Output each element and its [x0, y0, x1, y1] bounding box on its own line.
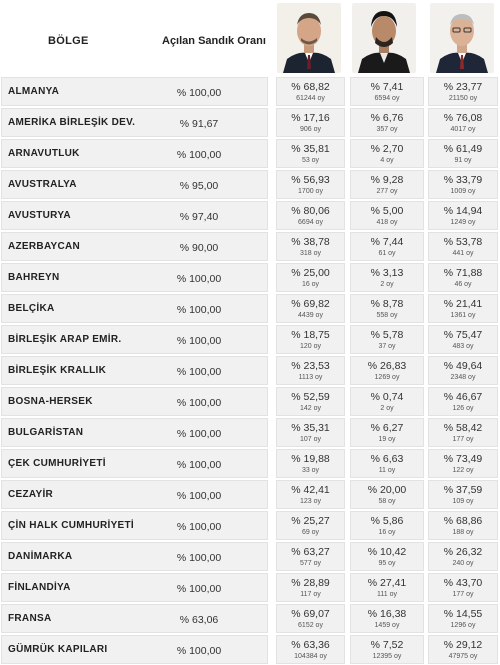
candidate-2-result-cell: [350, 449, 424, 478]
vote-percentage: % 71,88: [443, 267, 483, 279]
candidate-2-result-cell: [350, 573, 424, 602]
vote-percentage: % 9,28: [370, 174, 404, 186]
vote-count: 1269 oy: [374, 374, 400, 381]
vote-count: 4017 oy: [450, 126, 476, 133]
table-row: [0, 138, 500, 169]
candidate-3-result-cell: [428, 232, 498, 261]
candidate-3-photo: [430, 3, 494, 73]
region-name: BULGARİSTAN: [8, 427, 84, 438]
region-column-header: BÖLGE: [48, 35, 89, 47]
vote-percentage: % 17,16: [291, 112, 330, 124]
ballot-ratio: % 100,00: [176, 552, 222, 564]
ballot-ratio: % 100,00: [176, 428, 222, 440]
ballot-ratio: % 100,00: [176, 583, 222, 595]
vote-percentage: % 21,41: [443, 298, 483, 310]
vote-count: 558 oy: [376, 312, 398, 319]
region-name: BELÇİKA: [8, 303, 55, 314]
candidate-2-result-cell: [350, 201, 424, 230]
region-cell: [1, 511, 268, 540]
candidate-1-result-cell: [276, 294, 345, 323]
ballot-ratio: % 100,00: [176, 645, 222, 657]
vote-percentage: % 63,36: [291, 639, 330, 651]
vote-count: 177 oy: [452, 591, 474, 598]
candidate-1-result-cell: [276, 232, 345, 261]
vote-count: 2 oy: [380, 281, 394, 288]
table-row: [0, 603, 500, 634]
ballot-ratio: % 100,00: [176, 490, 222, 502]
vote-count: 53 oy: [301, 157, 320, 164]
vote-count: 6694 oy: [298, 219, 323, 226]
region-cell: [1, 294, 268, 323]
vote-count: 37 oy: [378, 343, 396, 350]
vote-percentage: % 8,78: [370, 298, 404, 310]
vote-count: 1361 oy: [450, 312, 476, 319]
region-name: ARNAVUTLUK: [8, 148, 80, 159]
candidate-1-result-cell: [276, 573, 345, 602]
candidate-1-result-cell: [276, 77, 345, 106]
vote-percentage: % 23,77: [443, 81, 483, 93]
vote-percentage: % 53,78: [443, 236, 483, 248]
vote-count: 2 oy: [380, 405, 394, 412]
vote-percentage: % 16,38: [367, 608, 407, 620]
vote-count: 104384 oy: [294, 653, 327, 660]
vote-count: 117 oy: [300, 591, 321, 598]
candidate-3-result-cell: [428, 294, 498, 323]
candidate-2-result-cell: [350, 511, 424, 540]
region-name: DANİMARKA: [8, 551, 73, 562]
vote-percentage: % 49,64: [443, 360, 483, 372]
vote-percentage: % 26,32: [443, 546, 483, 558]
candidate-3-result-cell: [428, 449, 498, 478]
table-row: [0, 107, 500, 138]
ballot-ratio: % 100,00: [176, 459, 222, 471]
vote-count: 441 oy: [452, 250, 474, 257]
candidate-2-result-cell: [350, 325, 424, 354]
candidate-1-result-cell: [276, 542, 345, 571]
vote-count: 16 oy: [301, 281, 320, 288]
candidate-2-result-cell: [350, 418, 424, 447]
candidate-2-result-cell: [350, 635, 424, 664]
table-row: [0, 479, 500, 510]
vote-percentage: % 20,00: [367, 484, 407, 496]
candidate-3-result-cell: [428, 604, 498, 633]
region-cell: [1, 201, 268, 230]
vote-count: 126 oy: [452, 405, 474, 412]
vote-percentage: % 46,67: [443, 391, 483, 403]
candidate-2-result-cell: [350, 387, 424, 416]
vote-count: 120 oy: [299, 343, 322, 350]
candidate-1-result-cell: [276, 449, 345, 478]
candidate-2-result-cell: [350, 139, 424, 168]
vote-count: 33 oy: [301, 467, 320, 474]
table-row: [0, 634, 500, 665]
region-cell: [1, 325, 268, 354]
vote-percentage: % 38,78: [291, 236, 330, 248]
candidate-1-result-cell: [276, 108, 345, 137]
vote-percentage: % 37,59: [443, 484, 483, 496]
ballot-ratio: % 63,06: [179, 614, 219, 626]
ballot-ratio: % 95,00: [179, 180, 219, 192]
vote-percentage: % 73,49: [443, 453, 483, 465]
vote-count: 418 oy: [376, 219, 398, 226]
table-row: [0, 76, 500, 107]
ballot-ratio: % 100,00: [176, 397, 222, 409]
vote-count: 318 oy: [299, 250, 322, 257]
table-row: [0, 572, 500, 603]
candidate-2-result-cell: [350, 232, 424, 261]
candidate-2-result-cell: [350, 356, 424, 385]
ballot-ratio: % 97,40: [179, 211, 219, 223]
vote-count: 122 oy: [452, 467, 474, 474]
region-cell: [1, 480, 268, 509]
region-cell: [1, 573, 268, 602]
table-row: [0, 386, 500, 417]
vote-count: 61244 oy: [296, 95, 325, 102]
vote-count: 21150 oy: [448, 95, 478, 102]
vote-count: 6152 oy: [298, 622, 323, 629]
candidate-1-result-cell: [276, 511, 345, 540]
vote-count: 1700 oy: [298, 188, 323, 195]
vote-percentage: % 69,07: [291, 608, 330, 620]
candidate-3-result-cell: [428, 511, 498, 540]
region-cell: [1, 77, 268, 106]
candidate-3-result-cell: [428, 263, 498, 292]
vote-percentage: % 35,81: [291, 143, 330, 155]
vote-percentage: % 2,70: [370, 143, 404, 155]
region-cell: [1, 449, 268, 478]
region-name: FİNLANDİYA: [8, 582, 71, 593]
vote-count: 46 oy: [454, 281, 472, 288]
candidate-3-result-cell: [428, 418, 498, 447]
vote-count: 142 oy: [299, 405, 322, 412]
vote-percentage: % 52,59: [291, 391, 330, 403]
ballot-ratio: % 100,00: [176, 273, 222, 285]
ballot-ratio: % 100,00: [176, 149, 222, 161]
table-row: [0, 541, 500, 572]
ballot-ratio: % 100,00: [176, 304, 222, 316]
vote-percentage: % 5,86: [370, 515, 404, 527]
vote-percentage: % 6,76: [370, 112, 404, 124]
vote-count: 4439 oy: [298, 312, 323, 319]
region-name: AVUSTURYA: [8, 210, 71, 221]
ballot-ratio: % 90,00: [179, 242, 219, 254]
region-cell: [1, 232, 268, 261]
region-name: GÜMRÜK KAPILARI: [8, 644, 108, 655]
vote-percentage: % 63,27: [291, 546, 330, 558]
candidate-3-result-cell: [428, 139, 498, 168]
candidate-3-result-cell: [428, 573, 498, 602]
vote-percentage: % 35,31: [291, 422, 330, 434]
vote-count: 69 oy: [301, 529, 320, 536]
candidate-3-result-cell: [428, 325, 498, 354]
candidate-2-result-cell: [350, 542, 424, 571]
region-name: ÇİN HALK CUMHURİYETİ: [8, 520, 134, 531]
table-row: [0, 324, 500, 355]
candidate-1-result-cell: [276, 263, 345, 292]
vote-percentage: % 6,63: [370, 453, 404, 465]
vote-count: 240 oy: [452, 560, 474, 567]
region-name: CEZAYİR: [8, 489, 54, 500]
vote-count: 2348 oy: [450, 374, 476, 381]
vote-percentage: % 5,00: [370, 205, 404, 217]
vote-percentage: % 5,78: [370, 329, 404, 341]
candidate-3-result-cell: [428, 480, 498, 509]
candidate-1-result-cell: [276, 325, 345, 354]
vote-count: 4 oy: [380, 157, 394, 164]
vote-percentage: % 7,41: [370, 81, 404, 93]
ballot-ratio: % 100,00: [176, 335, 222, 347]
vote-count: 95 oy: [378, 560, 396, 567]
table-row: [0, 417, 500, 448]
candidate-2-result-cell: [350, 108, 424, 137]
table-row: [0, 355, 500, 386]
vote-percentage: % 33,79: [443, 174, 483, 186]
vote-percentage: % 76,08: [443, 112, 483, 124]
vote-count: 58 oy: [378, 498, 396, 505]
ballot-ratio-column-header: Açılan Sandık Oranı: [162, 35, 266, 47]
region-name: ÇEK CUMHURİYETİ: [8, 458, 106, 469]
candidate-1-result-cell: [276, 139, 345, 168]
region-cell: [1, 542, 268, 571]
candidate-2-result-cell: [350, 294, 424, 323]
region-cell: [1, 170, 268, 199]
candidate-3-result-cell: [428, 356, 498, 385]
vote-percentage: % 29,12: [443, 639, 483, 651]
vote-percentage: % 10,42: [367, 546, 407, 558]
candidate-1-result-cell: [276, 635, 345, 664]
candidate-2-result-cell: [350, 480, 424, 509]
vote-count: 12395 oy: [372, 653, 402, 660]
candidate-3-result-cell: [428, 201, 498, 230]
vote-percentage: % 0,74: [370, 391, 404, 403]
vote-count: 91 oy: [454, 157, 472, 164]
vote-percentage: % 18,75: [291, 329, 330, 341]
vote-count: 107 oy: [299, 436, 322, 443]
region-cell: [1, 356, 268, 385]
candidate-2-photo: [352, 3, 416, 73]
region-name: AMERİKA BİRLEŞİK DEV.: [8, 117, 136, 128]
vote-percentage: % 61,49: [443, 143, 483, 155]
candidate-1-result-cell: [276, 356, 345, 385]
vote-percentage: % 7,52: [370, 639, 404, 651]
region-cell: [1, 635, 268, 664]
table-header: [0, 0, 500, 76]
candidate-3-result-cell: [428, 542, 498, 571]
vote-count: 6594 oy: [374, 95, 400, 102]
region-name: AZERBAYCAN: [8, 241, 81, 252]
vote-percentage: % 23,53: [291, 360, 330, 372]
vote-percentage: % 69,82: [291, 298, 330, 310]
region-cell: [1, 387, 268, 416]
vote-count: 357 oy: [376, 126, 398, 133]
table-row: [0, 169, 500, 200]
candidate-2-result-cell: [350, 263, 424, 292]
table-row: [0, 231, 500, 262]
vote-count: 16 oy: [378, 529, 396, 536]
vote-percentage: % 42,41: [291, 484, 330, 496]
table-row: [0, 510, 500, 541]
vote-percentage: % 14,55: [443, 608, 483, 620]
candidate-1-result-cell: [276, 170, 345, 199]
ballot-ratio: % 91,67: [179, 118, 219, 130]
table-row: [0, 262, 500, 293]
vote-count: 483 oy: [452, 343, 474, 350]
vote-percentage: % 14,94: [443, 205, 483, 217]
region-name: FRANSA: [8, 613, 52, 624]
vote-percentage: % 28,89: [291, 577, 330, 589]
results-rows: [0, 76, 500, 665]
vote-count: 47975 oy: [448, 653, 478, 660]
candidate-1-result-cell: [276, 201, 345, 230]
table-row: [0, 200, 500, 231]
vote-percentage: % 58,42: [443, 422, 483, 434]
vote-count: 188 oy: [452, 529, 474, 536]
region-name: BOSNA-HERSEK: [8, 396, 93, 407]
vote-count: 1296 oy: [450, 622, 476, 629]
vote-count: 177 oy: [452, 436, 474, 443]
vote-percentage: % 26,83: [367, 360, 407, 372]
vote-percentage: % 43,70: [443, 577, 483, 589]
candidate-1-photo: [277, 3, 341, 73]
ballot-ratio: % 100,00: [176, 521, 222, 533]
vote-percentage: % 25,27: [291, 515, 330, 527]
region-cell: [1, 108, 268, 137]
region-cell: [1, 418, 268, 447]
region-name: AVUSTRALYA: [8, 179, 77, 190]
vote-count: 906 oy: [299, 126, 322, 133]
candidate-3-result-cell: [428, 635, 498, 664]
ballot-ratio: % 100,00: [176, 87, 222, 99]
candidate-1-result-cell: [276, 604, 345, 633]
vote-count: 1249 oy: [450, 219, 476, 226]
table-row: [0, 448, 500, 479]
region-cell: [1, 604, 268, 633]
vote-count: 577 oy: [299, 560, 322, 567]
candidate-2-result-cell: [350, 170, 424, 199]
vote-percentage: % 75,47: [443, 329, 483, 341]
vote-percentage: % 68,82: [291, 81, 330, 93]
candidate-2-result-cell: [350, 77, 424, 106]
vote-percentage: % 56,93: [291, 174, 330, 186]
region-cell: [1, 139, 268, 168]
table-row: [0, 293, 500, 324]
vote-count: 109 oy: [452, 498, 474, 505]
candidate-3-result-cell: [428, 77, 498, 106]
vote-count: 11 oy: [378, 467, 396, 474]
ballot-ratio: % 100,00: [176, 366, 222, 378]
region-cell: [1, 263, 268, 292]
vote-percentage: % 80,06: [291, 205, 330, 217]
candidate-1-result-cell: [276, 418, 345, 447]
candidate-1-result-cell: [276, 480, 345, 509]
region-name: BİRLEŞİK ARAP EMİR.: [8, 334, 122, 345]
vote-count: 123 oy: [299, 498, 322, 505]
vote-count: 277 oy: [376, 188, 398, 195]
vote-percentage: % 27,41: [367, 577, 407, 589]
vote-percentage: % 7,44: [370, 236, 404, 248]
candidate-2-result-cell: [350, 604, 424, 633]
vote-count: 1113 oy: [298, 374, 323, 381]
vote-count: 19 oy: [378, 436, 396, 443]
vote-count: 1009 oy: [450, 188, 476, 195]
vote-count: 111 oy: [377, 591, 397, 598]
vote-percentage: % 68,86: [443, 515, 483, 527]
candidate-3-result-cell: [428, 170, 498, 199]
vote-percentage: % 6,27: [370, 422, 404, 434]
vote-percentage: % 25,00: [291, 267, 330, 279]
region-name: BAHREYN: [8, 272, 60, 283]
vote-count: 61 oy: [378, 250, 396, 257]
candidate-3-result-cell: [428, 108, 498, 137]
vote-percentage: % 19,88: [291, 453, 330, 465]
vote-percentage: % 3,13: [370, 267, 404, 279]
region-name: ALMANYA: [8, 86, 60, 97]
vote-count: 1459 oy: [374, 622, 400, 629]
candidate-1-result-cell: [276, 387, 345, 416]
region-name: BİRLEŞİK KRALLIK: [8, 365, 107, 376]
candidate-3-result-cell: [428, 387, 498, 416]
